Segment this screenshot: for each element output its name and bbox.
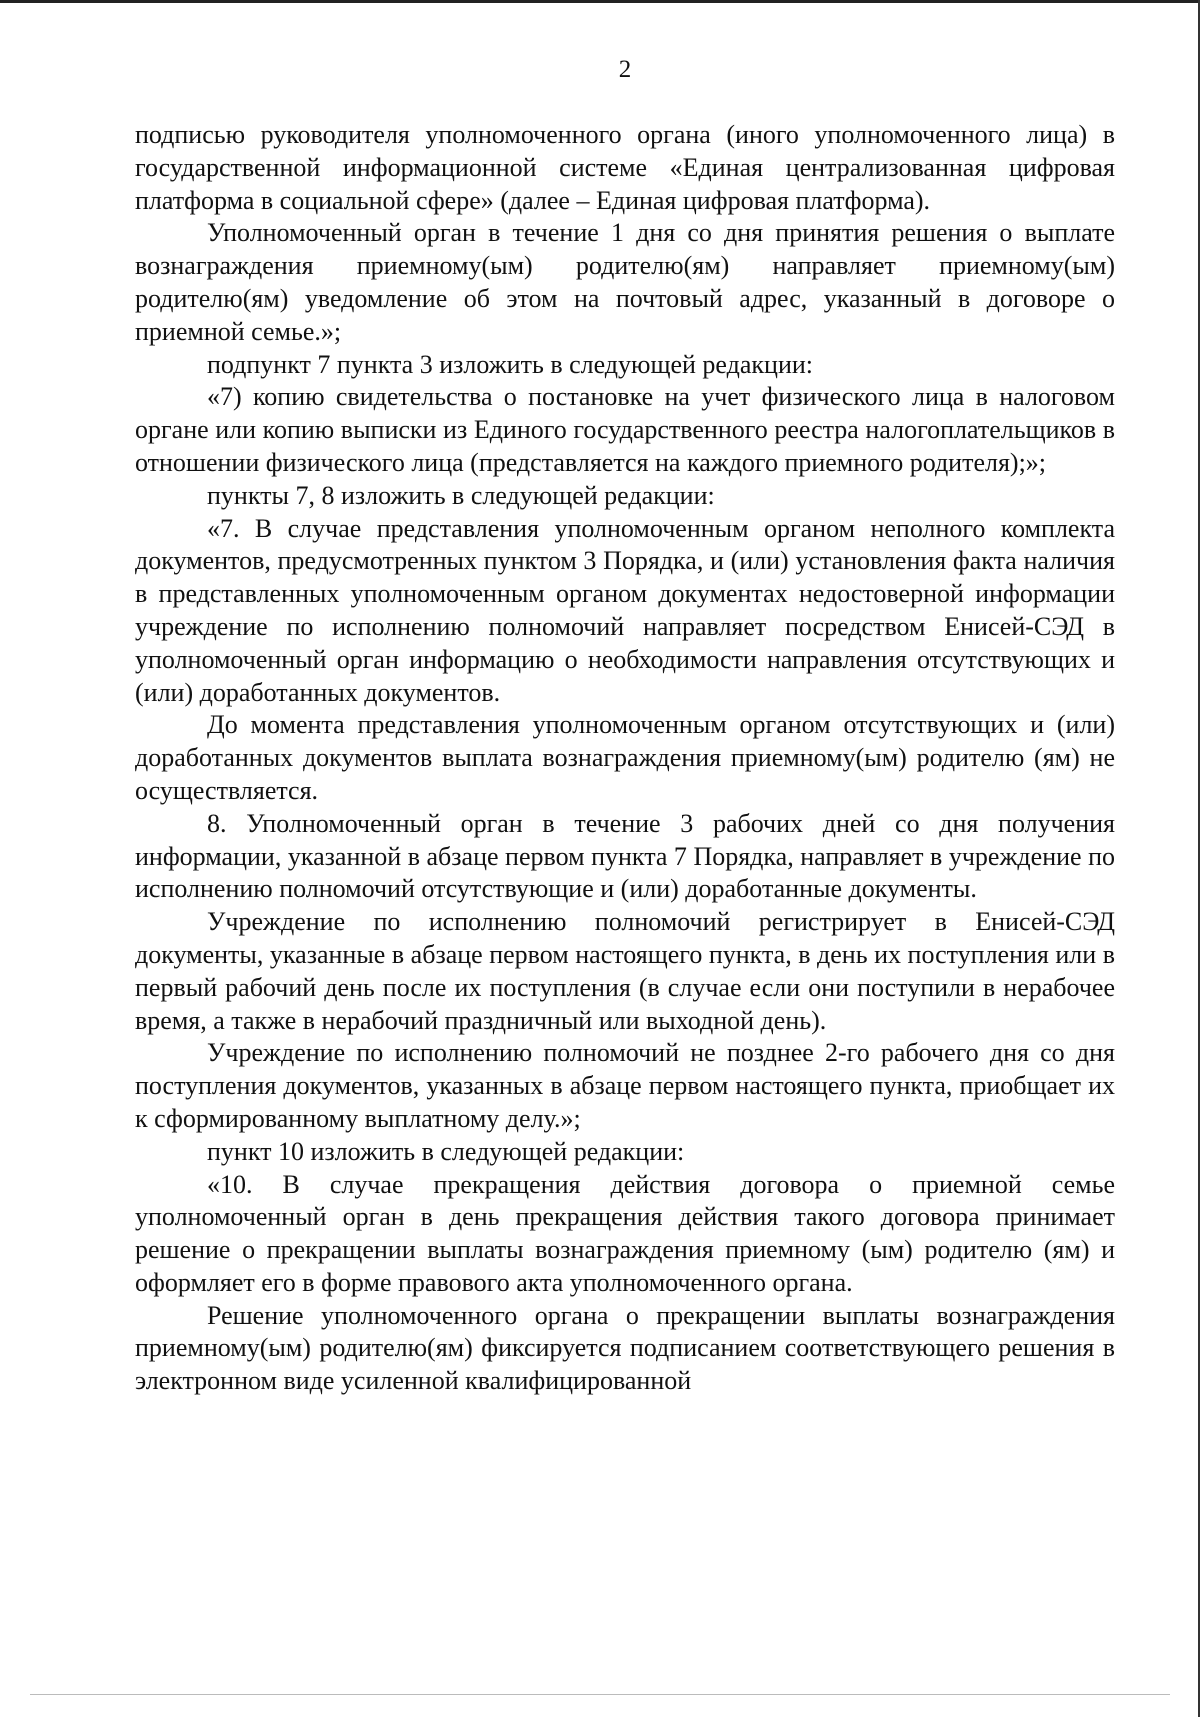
document-body xyxy=(135,119,1115,1398)
paragraph-7: До момента представления уполномоченным органом отсутствующих и (или) доработанных документов выплата вознаграждения приемному(ым) родителю (ям) не осуществляется. xyxy=(135,710,1115,805)
paragraph-11: пункт 10 изложить в следующей редакции: xyxy=(207,1136,685,1166)
paragraph-10: Учреждение по исполнению полномочий не позднее 2-го рабочего дня со дня поступления документов, указанных в абзаце первом настоящего пункта, приобщает их к сформированному выплатному делу.»; xyxy=(135,1038,1115,1133)
paragraph-2: Уполномоченный орган в течение 1 дня со дня принятия решения о выплате вознаграждения приемному(ым) родителю(ям) направляет приемному(ым) родителю(ям) уведомление об этом на почтовый адрес, указанный в договоре о приемной семье.»; xyxy=(135,218,1115,346)
paragraph-12: «10. В случае прекращения действия договора о приемной семье уполномоченный орган в день прекращения действия такого договора принимает решение о прекращении выплаты вознаграждения приемному (ым) родителю (ям) и оформляет его в форме правового акта уполномоченного органа. xyxy=(135,1169,1115,1297)
paragraph-1: подписью руководителя уполномоченного органа (иного уполномоченного лица) в государственной информационной системе «Единая централизованная цифровая платформа в социальной сфере» (далее – Единая цифровая платформа). xyxy=(135,120,1115,215)
scan-bottom-edge xyxy=(30,1694,1170,1695)
paragraph-5: пункты 7, 8 изложить в следующей редакции: xyxy=(207,480,715,510)
paragraph-13: Решение уполномоченного органа о прекращении выплаты вознаграждения приемному(ым) родителю(ям) фиксируется подписанием соответствующего решения в электронном виде усиленной квалифицированной xyxy=(135,1300,1115,1396)
paragraph-4: «7) копию свидетельства о постановке на учет физического лица в налоговом органе или копию выписки из Единого государственного реестра налогоплательщиков в отношении физического лица (представляется на каждого приемного родителя);»; xyxy=(135,382,1115,477)
paragraph-9: Учреждение по исполнению полномочий регистрирует в Енисей-СЭД документы, указанные в абзаце первом настоящего пункта, в день их поступления или в первый рабочий день после их поступления (в случае если они поступили в нерабочее время, а также в нерабочий праздничный или выходной день). xyxy=(135,907,1115,1035)
paragraph-3: подпункт 7 пункта 3 изложить в следующей редакции: xyxy=(207,349,813,379)
paragraph-8: 8. Уполномоченный орган в течение 3 рабочих дней со дня получения информации, указанной в абзаце первом пункта 7 Порядка, направляет в учреждение по исполнению полномочий отсутствующие и (или) доработанные документы. xyxy=(135,808,1115,904)
scan-top-edge xyxy=(0,0,1200,3)
paragraph-6: «7. В случае представления уполномоченным органом неполного комплекта документов, предусмотренных пунктом 3 Порядка, и (или) установления факта наличия в представленных уполномоченным органом документах недостоверной информации учреждение по исполнению полномочий направляет посредством Енисей-СЭД в уполномоченный орган информацию о необходимости направления отсутствующих и (или) доработанных документов. xyxy=(135,513,1115,707)
page-number: 2 xyxy=(618,56,632,83)
